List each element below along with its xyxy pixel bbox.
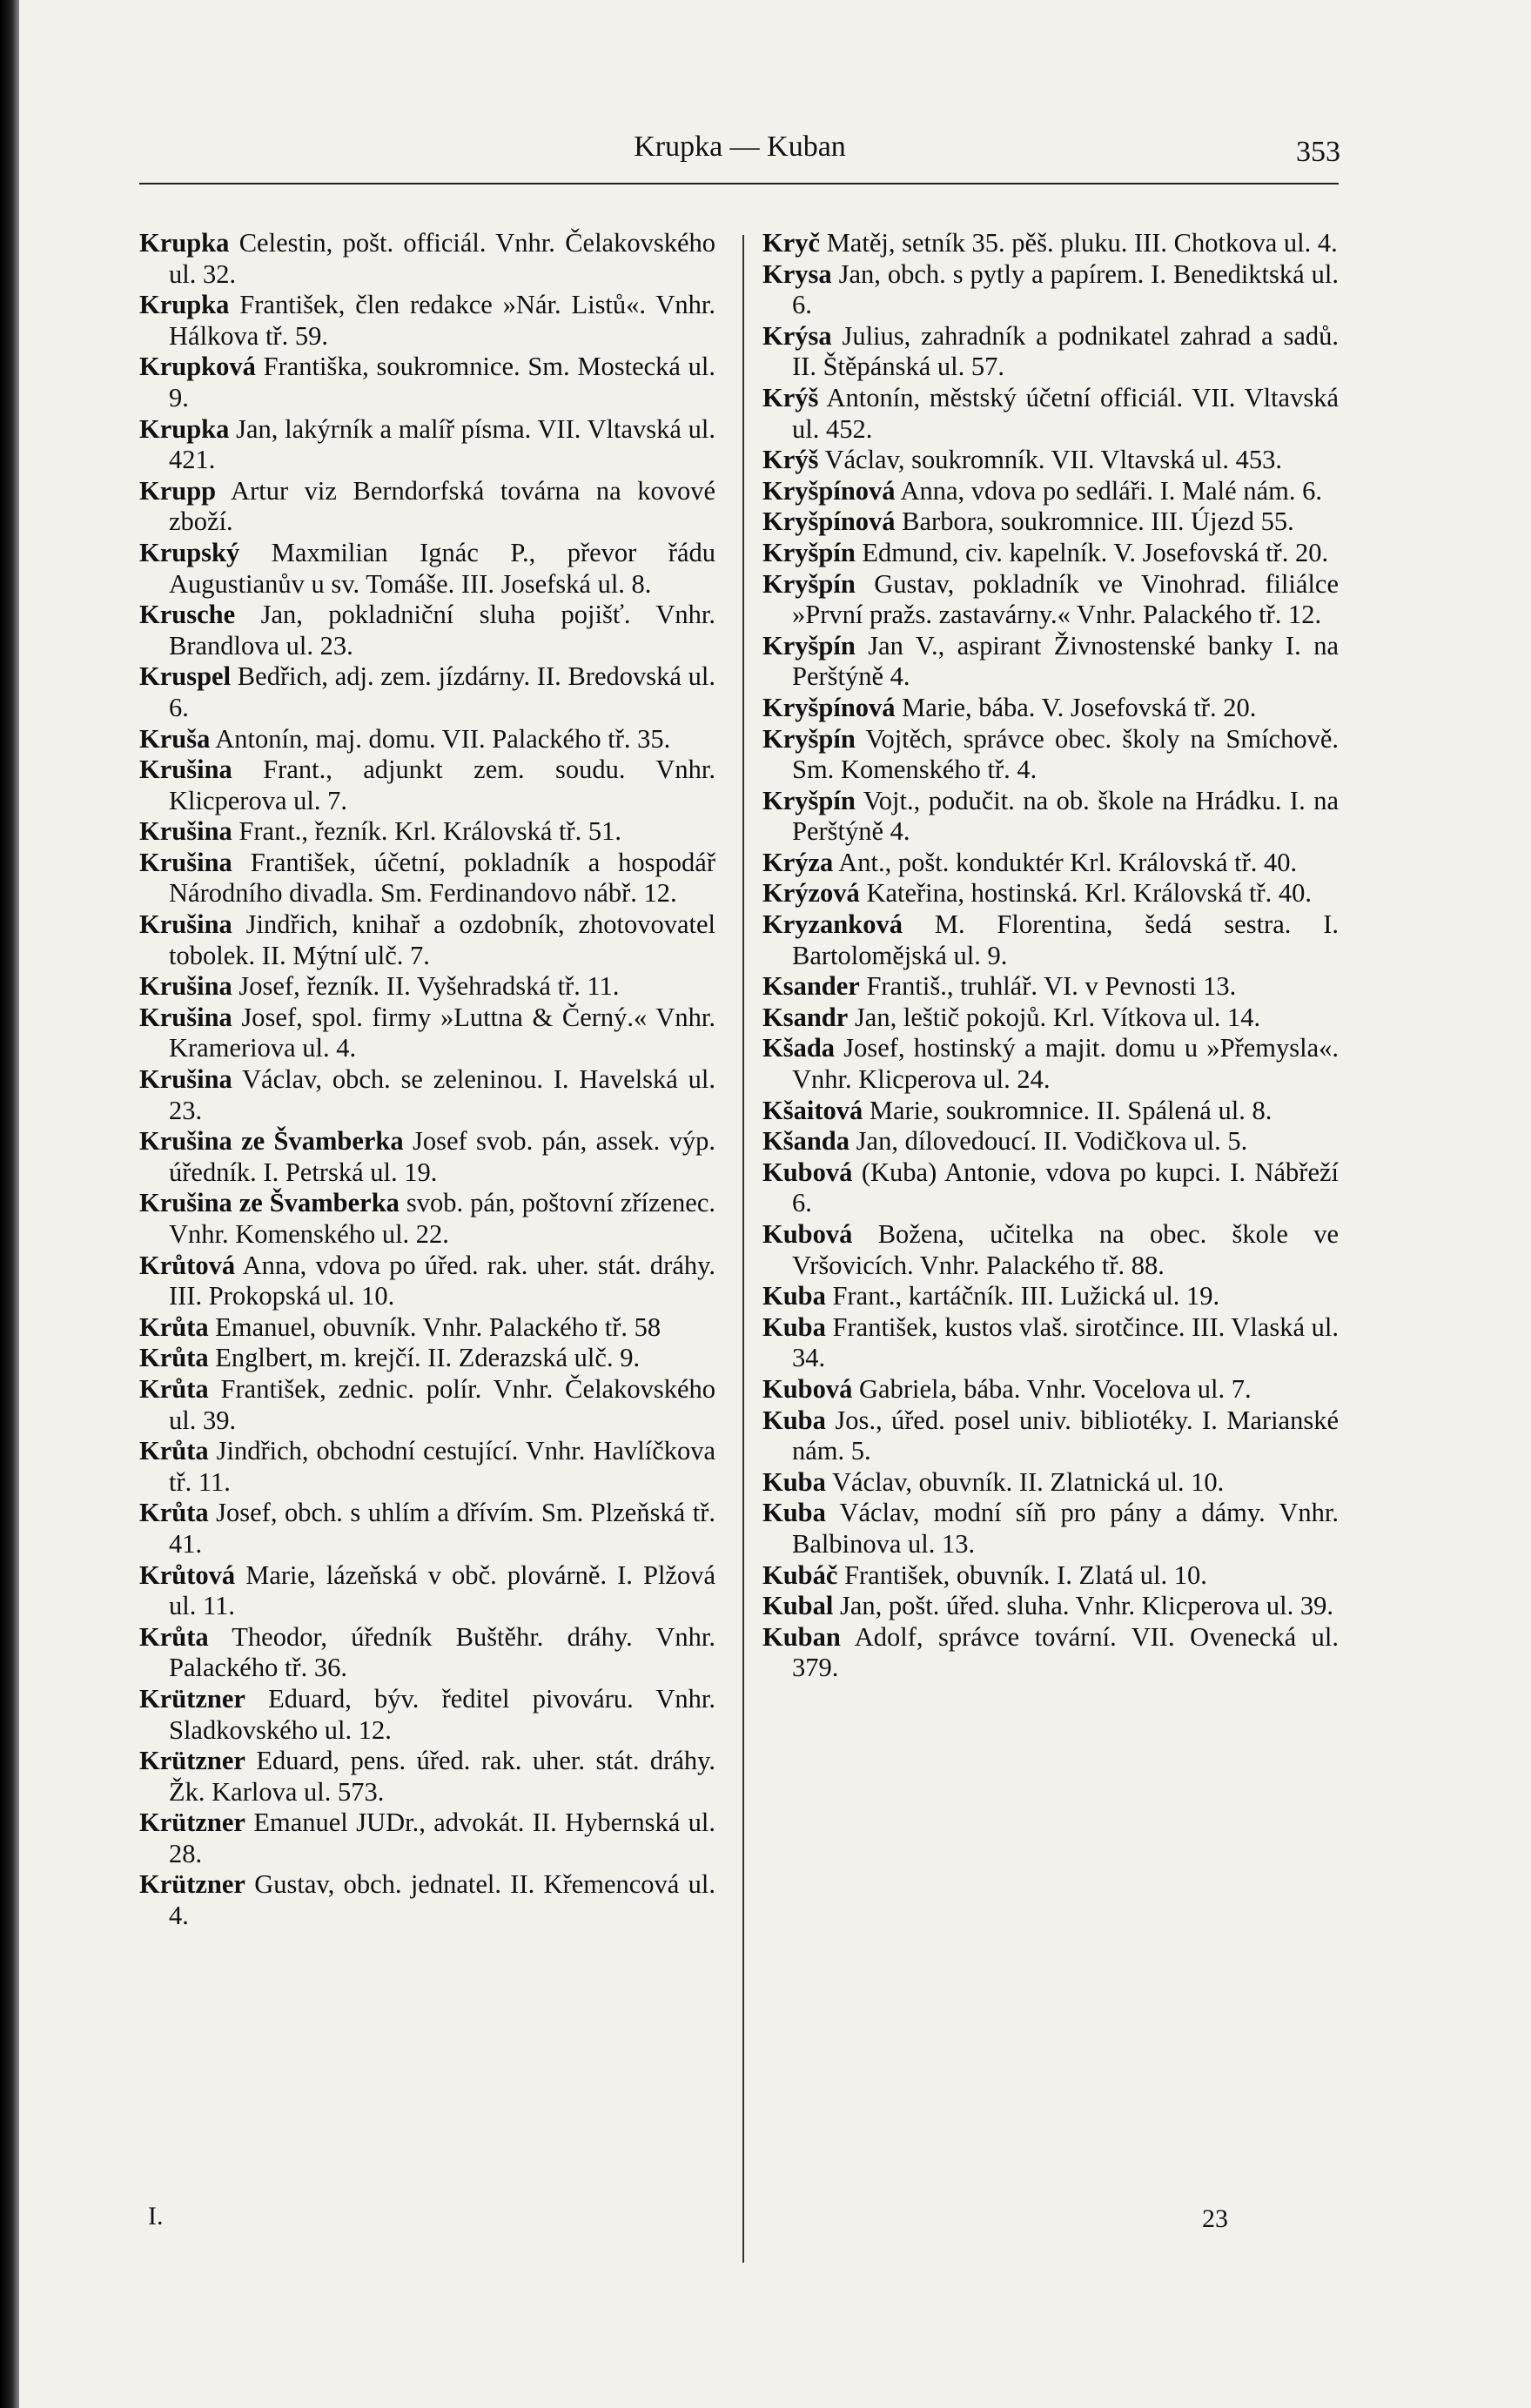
entry-surname: Krýš (762, 445, 819, 475)
directory-entry (139, 290, 715, 352)
entry-details: František, kustos vlaš. sirotčince. III. Vlaská ul. 34. (792, 1311, 1339, 1373)
entry-surname: Krýza (762, 847, 834, 877)
directory-entry (762, 1374, 1339, 1405)
directory-entry (139, 971, 715, 1003)
directory-entry (139, 600, 715, 661)
entry-details: Maxmilian Ignác P., převor řádu Augustianův u sv. Tomáše. III. Josefská ul. 8. (169, 537, 715, 599)
entry-surname: Krůta (139, 1311, 209, 1342)
directory-entry (139, 1251, 715, 1312)
directory-entry (762, 1003, 1339, 1034)
entry-surname: Krýzová (762, 878, 860, 909)
directory-entry (762, 445, 1339, 476)
left-column (139, 228, 715, 1932)
entry-surname: Krůta (139, 1498, 209, 1528)
entry-surname: Kryšpínová (762, 692, 896, 722)
entry-surname: Krupka (139, 413, 230, 444)
entry-details: Julius, zahradník a podnikatel zahrad a sadů. II. Štěpánská ul. 57. (792, 320, 1339, 382)
entry-details: Emanuel JUDr., advokát. II. Hybernská ul. 28. (169, 1808, 715, 1868)
directory-entry (762, 693, 1339, 724)
entry-surname: Krupský (139, 537, 240, 567)
entry-surname: Kubal (762, 1591, 834, 1621)
entry-details: Gustav, pokladník ve Vinohrad. filiálce »První pražs. zastavárny.« Vnhr. Palackého tř. 12. (792, 568, 1339, 630)
entry-details: Marie, lázeňská v obč. plovárně. I. Plžová ul. 11. (169, 1559, 715, 1621)
entry-details: Ant., pošt. konduktér Krl. Královská tř. 40. (833, 847, 1298, 877)
entry-details: Jan, leštič pokojů. Krl. Vítkova ul. 14. (848, 1002, 1261, 1032)
entry-details: Gabriela, bába. Vnhr. Vocelova ul. 7. (852, 1373, 1252, 1404)
entry-surname: Krýsa (762, 320, 832, 351)
directory-entry (762, 724, 1339, 786)
entry-surname: Krůta (139, 1621, 209, 1652)
entry-details: Eduard, pens. úřed. rak. uher. stát. dráhy. Žk. Karlova ul. 573. (169, 1746, 715, 1807)
directory-entry (139, 1374, 715, 1436)
entry-details: Adolf, správce tovární. VII. Ovenecká ul. 379. (792, 1621, 1339, 1683)
directory-entry (762, 1033, 1339, 1095)
entry-details: Václav, obuvník. II. Zlatnická ul. 10. (825, 1466, 1225, 1497)
entry-surname: Kuba (762, 1466, 826, 1497)
directory-entry (139, 661, 715, 723)
entry-surname: Krůtová (139, 1559, 236, 1590)
entry-surname: Kryšpín (762, 568, 856, 599)
entry-details: Barbora, soukromnice. III. Újezd 55. (895, 506, 1294, 537)
entry-surname: Kuban (762, 1621, 841, 1652)
entry-details: Frant., řezník. Krl. Královská tř. 51. (232, 816, 622, 847)
entry-surname: Kryšpínová (762, 475, 896, 506)
directory-entry (762, 971, 1339, 1003)
entry-details: Eduard, býv. ředitel pivováru. Vnhr. Sladkovského ul. 12. (169, 1683, 715, 1745)
entry-surname: Krützner (139, 1808, 245, 1838)
entry-surname: Krysa (762, 258, 832, 289)
entry-surname: Ksandr (762, 1002, 849, 1032)
entry-details: Jan, pošt. úřed. sluha. Vnhr. Klicperova ul. 39. (833, 1591, 1333, 1621)
entry-details: Bedřich, adj. zem. jízdárny. II. Bredovská ul. 6. (169, 661, 715, 722)
entry-details: Emanuel, obuvník. Vnhr. Palackého tř. 58 (208, 1311, 661, 1342)
directory-entry (139, 1560, 715, 1622)
entry-details: Edmund, civ. kapelník. V. Josefovská tř. 20. (855, 537, 1329, 567)
directory-entry (139, 1064, 715, 1126)
entry-surname: Krupka (139, 290, 230, 320)
entry-surname: Kruspel (139, 661, 232, 692)
directory-entry (139, 724, 715, 755)
entry-surname: Ksander (762, 971, 860, 1002)
entry-surname: Krušina (139, 909, 232, 940)
entry-surname: Krušina (139, 971, 232, 1002)
entry-surname: Krušina ze Švamberka (139, 1126, 404, 1157)
right-column (762, 228, 1339, 1684)
directory-entry (139, 909, 715, 971)
entry-details: Vojt., podučit. na ob. škole na Hrádku. I. na Perštýně 4. (792, 785, 1339, 847)
entry-details: Kateřina, hostinská. Krl. Královská tř. 40. (859, 878, 1313, 909)
entry-surname: Krušina (139, 1064, 232, 1095)
entry-surname: Kšanda (762, 1126, 850, 1157)
entry-details: Jan, lakýrník a malíř písma. VII. Vltavská ul. 421. (169, 413, 715, 475)
entry-details: Jan, dílovedoucí. II. Vodičkova ul. 5. (849, 1126, 1248, 1157)
entry-details: František, obuvník. I. Zlatá ul. 10. (837, 1559, 1207, 1590)
entry-details: František, účetní, pokladník a hospodář Národního divadla. Sm. Ferdinandovo nábř. 12. (169, 847, 715, 909)
directory-entry (762, 1498, 1339, 1559)
entry-surname: Kšada (762, 1033, 836, 1063)
entry-surname: Krušina (139, 755, 232, 785)
directory-entry (762, 1312, 1339, 1374)
entry-surname: Krůta (139, 1373, 209, 1404)
directory-entry (762, 506, 1339, 538)
directory-entry (139, 816, 715, 848)
directory-entry (139, 1498, 715, 1559)
entry-details: Marie, bába. V. Josefovská tř. 20. (895, 692, 1257, 722)
entry-surname: Krůtová (139, 1250, 236, 1280)
entry-details: Antonín, městský účetní officiál. VII. Vltavská ul. 452. (792, 382, 1339, 444)
directory-entry (139, 1126, 715, 1188)
entry-details: Vojtěch, správce obec. školy na Smíchově. Sm. Komenského tř. 4. (792, 723, 1339, 785)
column-divider (742, 235, 744, 2263)
directory-entry (139, 848, 715, 909)
entry-surname: Kruša (139, 723, 211, 754)
entry-surname: Krützner (139, 1746, 245, 1776)
directory-entry (139, 352, 715, 413)
entry-surname: Krušina (139, 816, 232, 847)
entry-details: Josef, hostinský a majit. domu u »Přemysla«. Vnhr. Klicperova ul. 24. (792, 1033, 1339, 1095)
directory-entry (762, 383, 1339, 445)
entry-details: Jan, pokladniční sluha pojišť. Vnhr. Brandlova ul. 23. (169, 600, 715, 661)
entry-surname: Kuba (762, 1405, 826, 1435)
entry-details: svob. pán, poštovní zřízenec. Vnhr. Komenského ul. 22. (169, 1188, 715, 1249)
directory-entry (762, 848, 1339, 879)
directory-entry (139, 414, 715, 476)
entry-surname: Krupka (139, 228, 230, 258)
directory-entry (762, 786, 1339, 848)
entry-surname: Krupková (139, 352, 256, 382)
directory-entry (762, 1126, 1339, 1157)
directory-entry (762, 538, 1339, 569)
entry-surname: Krýš (762, 382, 819, 413)
directory-entry (139, 755, 715, 816)
directory-entry (762, 476, 1339, 507)
directory-entry (139, 1188, 715, 1250)
page-number: 353 (1296, 136, 1340, 168)
entry-details: Václav, obch. se zeleninou. I. Havelská ul. 23. (169, 1064, 715, 1125)
directory-entry (762, 1560, 1339, 1592)
entry-details: Josef, řezník. II. Vyšehradská tř. 11. (232, 971, 620, 1002)
entry-details: Jan, obch. s pytly a papírem. I. Benediktská ul. 6. (792, 258, 1339, 320)
directory-entry (139, 1436, 715, 1498)
entry-details: Josef svob. pán, assek. výp. úředník. I. Petrská ul. 19. (169, 1126, 715, 1187)
entry-details: (Kuba) Antonie, vdova po kupci. I. Nábřeží 6. (792, 1157, 1339, 1218)
directory-entry (139, 228, 715, 290)
directory-entry (762, 1096, 1339, 1127)
entry-details: Jos., úřed. posel univ. bibliotéky. I. Marianské nám. 5. (792, 1405, 1339, 1466)
entry-details: Antonín, maj. domu. VII. Palackého tř. 35. (210, 723, 671, 754)
entry-details: Gustav, obch. jednatel. II. Křemencová ul. 4. (169, 1869, 715, 1931)
entry-surname: Kuba (762, 1311, 826, 1342)
entry-details: Jindřich, knihař a ozdobník, zhotovovatel tobolek. II. Mýtní ulč. 7. (169, 909, 715, 970)
entry-details: Božena, učitelka na obec. škole ve Vršovicích. Vnhr. Palackého tř. 88. (792, 1219, 1339, 1280)
entry-details: Václav, modní síň pro pány a dámy. Vnhr. Balbinova ul. 13. (792, 1498, 1339, 1559)
entry-surname: Krupp (139, 475, 217, 506)
entry-surname: Kuba (762, 1498, 826, 1528)
entry-surname: Krützner (139, 1869, 245, 1900)
entry-details: Anna, vdova po úřed. rak. uher. stát. dráhy. III. Prokopská ul. 10. (169, 1250, 715, 1311)
entry-details: Anna, vdova po sedláři. I. Malé nám. 6. (895, 475, 1322, 506)
entry-surname: Kryč (762, 228, 821, 258)
entry-surname: Kryšpín (762, 537, 856, 567)
entry-details: Josef, spol. firmy »Luttna & Černý.« Vnhr. Krameriova ul. 4. (169, 1002, 715, 1063)
entry-details: Františ., truhlář. VI. v Pevnosti 13. (859, 971, 1237, 1002)
directory-entry (139, 1746, 715, 1808)
entry-surname: Krůta (139, 1436, 209, 1466)
entry-surname: Kryšpínová (762, 506, 896, 537)
entry-details: Josef, obch. s uhlím a dřívím. Sm. Plzeňská tř. 41. (169, 1498, 715, 1559)
entry-surname: Kryzanková (762, 909, 903, 940)
entry-surname: Kubová (762, 1219, 853, 1249)
entry-details: Celestin, pošt. officiál. Vnhr. Čelakovského ul. 32. (169, 228, 715, 289)
directory-entry (762, 909, 1339, 971)
directory-entry (762, 1591, 1339, 1622)
directory-entry (762, 569, 1339, 631)
signature-mark-left: I. (148, 2202, 164, 2230)
entry-surname: Krützner (139, 1683, 245, 1714)
entry-surname: Krušina ze Švamberka (139, 1188, 400, 1218)
entry-details: Jan V., aspirant Živnostenské banky I. na Perštýně 4. (792, 630, 1339, 692)
entry-details: M. Florentina, šedá sestra. I. Bartolomějská ul. 9. (792, 909, 1339, 970)
entry-details: Františka, soukromnice. Sm. Mostecká ul. 9. (169, 352, 715, 413)
entry-surname: Krušina (139, 847, 232, 877)
page-header (139, 131, 1340, 183)
entry-details: František, zednic. polír. Vnhr. Čelakovského ul. 39. (169, 1373, 715, 1435)
entry-details: František, člen redakce »Nár. Listů«. Vnhr. Hálkova tř. 59. (169, 290, 715, 351)
signature-mark-right: 23 (1202, 2204, 1228, 2233)
directory-entry (762, 1622, 1339, 1684)
entry-surname: Kubáč (762, 1559, 838, 1590)
directory-entry (139, 538, 715, 600)
entry-details: Václav, soukromník. VII. Vltavská ul. 453. (818, 445, 1282, 475)
directory-entry (139, 1684, 715, 1746)
entry-surname: Krušina (139, 1002, 232, 1032)
book-spine-shadow (0, 0, 19, 2408)
directory-entry (762, 1219, 1339, 1281)
entry-details: Marie, soukromnice. II. Spálená ul. 8. (863, 1095, 1272, 1125)
directory-entry (139, 1003, 715, 1064)
entry-surname: Krůta (139, 1343, 209, 1373)
directory-entry (139, 1808, 715, 1869)
directory-entry (139, 1343, 715, 1374)
directory-entry (762, 1467, 1339, 1499)
entry-surname: Kuba (762, 1281, 826, 1311)
entry-surname: Kubová (762, 1157, 853, 1187)
entry-details: Artur viz Berndorfská továrna na kovové zboží. (169, 475, 715, 537)
entry-surname: Kryšpín (762, 723, 856, 754)
directory-entry (762, 259, 1339, 321)
directory-entry (762, 1157, 1339, 1219)
directory-entry (762, 878, 1339, 909)
directory-entry (139, 476, 715, 538)
directory-entry (139, 1622, 715, 1684)
entry-details: Theodor, úředník Buštěhr. dráhy. Vnhr. Palackého tř. 36. (169, 1621, 715, 1683)
entry-details: Frant., adjunkt zem. soudu. Vnhr. Klicperova ul. 7. (169, 755, 715, 815)
entry-details: Matěj, setník 35. pěš. pluku. III. Chotkova ul. 4. (820, 228, 1338, 258)
entry-details: Englbert, m. krejčí. II. Zderazská ulč. 9. (208, 1343, 641, 1373)
directory-entry (139, 1312, 715, 1344)
entry-surname: Krusche (139, 600, 236, 630)
directory-entry (139, 1869, 715, 1931)
header-rule (139, 183, 1339, 184)
directory-entry (762, 228, 1339, 259)
running-title: Krupka — Kuban (634, 131, 846, 163)
entry-surname: Kryšpín (762, 630, 856, 661)
entry-surname: Kšaitová (762, 1095, 863, 1125)
entry-surname: Kubová (762, 1373, 853, 1404)
directory-entry (762, 631, 1339, 693)
entry-details: Jindřich, obchodní cestující. Vnhr. Havlíčkova tř. 11. (169, 1436, 715, 1497)
entry-details: Frant., kartáčník. III. Lužická ul. 19. (825, 1281, 1220, 1311)
directory-entry (762, 1281, 1339, 1312)
directory-entry (762, 321, 1339, 383)
directory-entry (762, 1405, 1339, 1467)
entry-surname: Kryšpín (762, 785, 856, 815)
